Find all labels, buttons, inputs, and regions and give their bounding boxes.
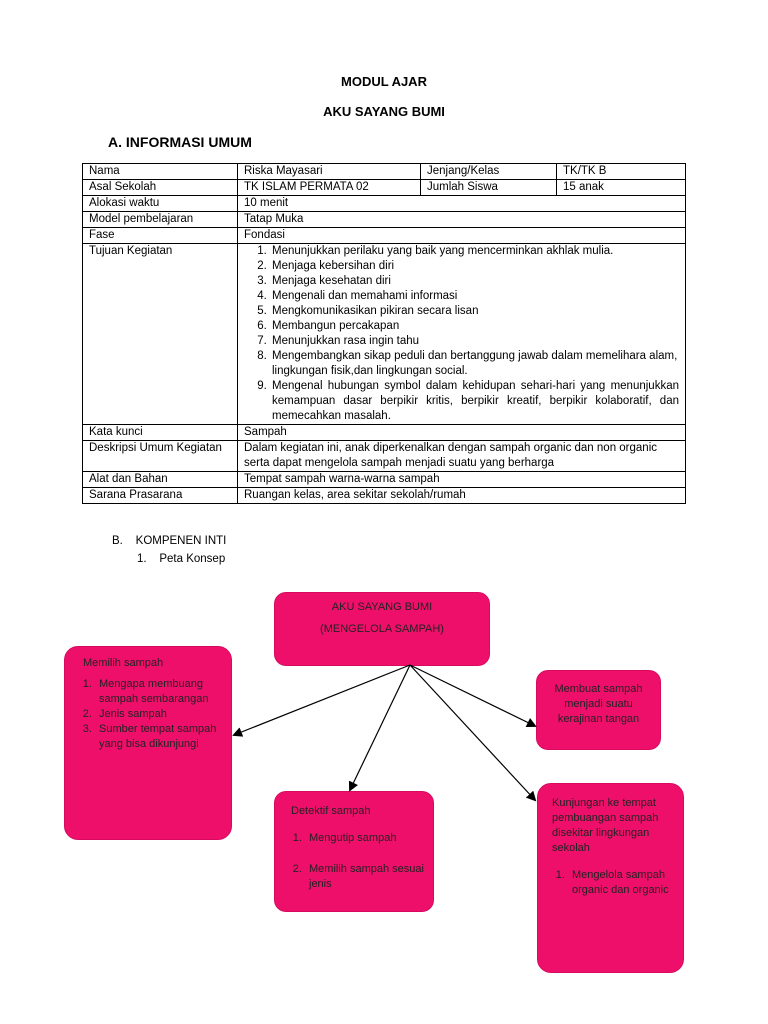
list-item: 9. Mengenal hubungan symbol dalam kehidupan sehari-hari yang menunjukkan kemampuan dasar berpikir kritis, berpikir kreatif, berpikir kolaboratif, dan memecahkan masalah. [270, 379, 679, 424]
cell-jenjang-value: TK/TK B [557, 164, 686, 180]
concept-center-title: AKU SAYANG BUMI [331, 601, 433, 613]
section-b-subheading: 1. Peta Konsep [137, 553, 226, 565]
cell-alokasi-label: Alokasi waktu [83, 196, 238, 212]
cell-alat-label: Alat dan Bahan [83, 472, 238, 488]
arrow-to-left-box [234, 665, 410, 735]
list-item: 1. Mengutip sampah [305, 831, 427, 846]
cell-sarana-value: Ruangan kelas, area sekitar sekolah/rumah [238, 488, 686, 504]
cell-tujuan-label: Tujuan Kegiatan [83, 244, 238, 425]
arrow-to-bottom-box [350, 665, 410, 790]
cell-siswa-label: Jumlah Siswa [421, 180, 557, 196]
cell-sekolah-value: TK ISLAM PERMATA 02 [238, 180, 421, 196]
cell-model-label: Model pembelajaran [83, 212, 238, 228]
concept-right-top-text: Membuat sampah menjadi suatu kerajinan tangan [554, 683, 643, 725]
module-title: MODUL AJAR [341, 74, 427, 89]
list-item: 7. Menunjukkan rasa ingin tahu [270, 334, 679, 349]
list-item: 3. Sumber tempat sampah yang bisa dikunjungi [95, 722, 223, 752]
section-a-heading: A. INFORMASI UMUM [108, 134, 252, 150]
cell-kata-label: Kata kunci [83, 425, 238, 441]
cell-jenjang-label: Jenjang/Kelas [421, 164, 557, 180]
list-item: 6. Membangun percakapan [270, 319, 679, 334]
cell-alat-value: Tempat sampah warna-warna sampah [238, 472, 686, 488]
cell-siswa-value: 15 anak [557, 180, 686, 196]
cell-nama-value: Riska Mayasari [238, 164, 421, 180]
list-item: 2. Jenis sampah [95, 707, 223, 722]
concept-left-title: Memilih sampah [83, 657, 164, 669]
cell-alokasi-value: 10 menit [238, 196, 686, 212]
list-item: 1. Mengapa membuang sampah sembarangan [95, 677, 223, 707]
list-item: 4. Mengenali dan memahami informasi [270, 289, 679, 304]
cell-fase-label: Fase [83, 228, 238, 244]
concept-bottom-title: Detektif sampah [291, 805, 371, 817]
cell-sarana-label: Sarana Prasarana [83, 488, 238, 504]
list-item: 5. Mengkomunikasikan pikiran secara lisan [270, 304, 679, 319]
cell-model-value: Tatap Muka [238, 212, 686, 228]
concept-center-subtitle: (MENGELOLA SAMPAH) [320, 623, 444, 635]
cell-sekolah-label: Asal Sekolah [83, 180, 238, 196]
cell-fase-value: Fondasi [238, 228, 686, 244]
arrow-to-right-top-box [410, 665, 535, 726]
section-b-heading: B. KOMPENEN INTI [112, 535, 227, 547]
cell-kata-value: Sampah [238, 425, 686, 441]
list-item: 2. Menjaga kebersihan diri [270, 259, 679, 274]
concept-right-bottom-title: Kunjungan ke tempat pembuangan sampah disekitar lingkungan sekolah [552, 797, 659, 854]
list-item: 1. Menunjukkan perilaku yang baik yang mencerminkan akhlak mulia. [270, 244, 679, 259]
list-item: 3. Menjaga kesehatan diri [270, 274, 679, 289]
list-item: 2. Memilih sampah sesuai jenis [305, 862, 427, 892]
cell-nama-label: Nama [83, 164, 238, 180]
list-item: 8. Mengembangkan sikap peduli dan bertanggung jawab dalam memelihara alam, lingkungan fisik,dan lingkungan social. [270, 349, 679, 379]
cell-deskripsi-value: Dalam kegiatan ini, anak diperkenalkan dengan sampah organic dan non organic serta dapat mengelola sampah menjadi suatu yang berharga [238, 441, 686, 472]
cell-deskripsi-label: Deskripsi Umum Kegiatan [83, 441, 238, 472]
module-subtitle: AKU SAYANG BUMI [323, 104, 445, 119]
list-item: 1. Mengelola sampah organic dan organic [568, 868, 669, 898]
arrow-to-right-bottom-box [410, 665, 535, 800]
